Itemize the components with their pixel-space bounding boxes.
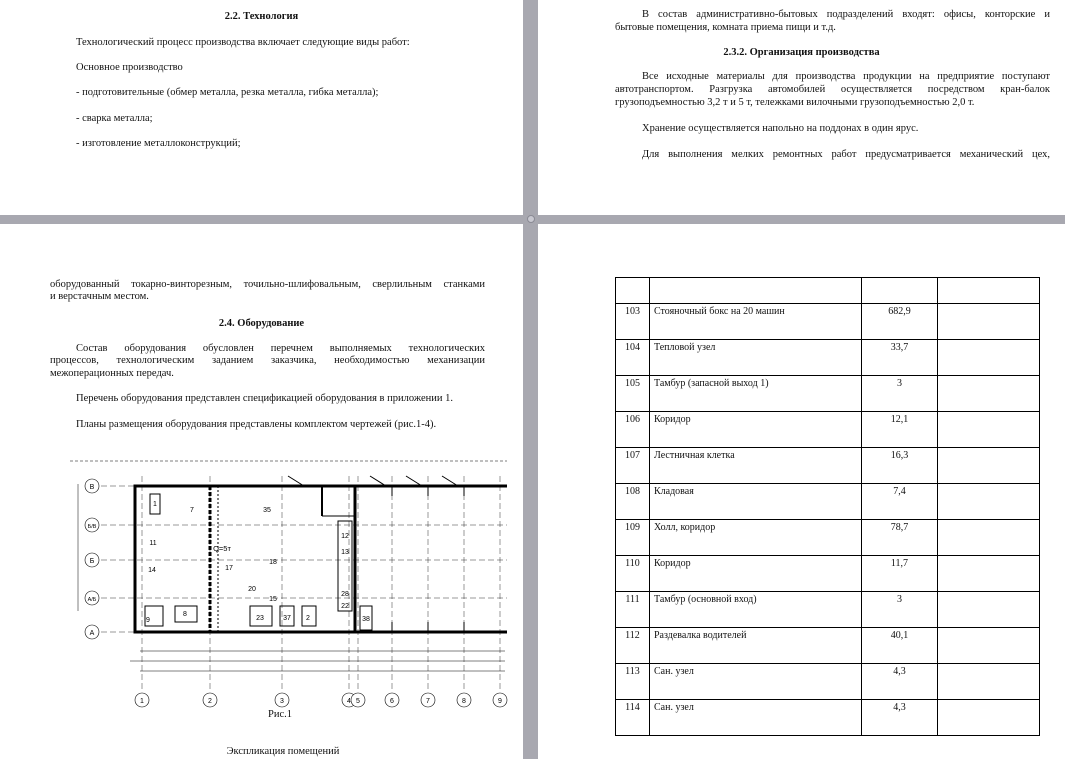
paragraph-line: бытовые помещения, комната приема пищи и т.д. xyxy=(615,22,836,33)
paragraph-line: и верстачным местом. xyxy=(50,291,149,302)
paragraph-line: межоперационных передач. xyxy=(50,368,174,379)
paragraph-line: грузоподъемностью 3,2 т и 5 т, тележками вилочными грузоподъемностью 2,0 т. xyxy=(615,97,975,108)
split-handle[interactable] xyxy=(527,215,535,223)
table-row: 110 Коридор 11,7 xyxy=(616,556,1040,592)
axis-number: 2 xyxy=(208,698,212,705)
section-heading: 2.2. Технология xyxy=(224,11,299,22)
paragraph-line: автотранспортом. Разгрузка автомобилей осуществляется посредством кран-балок xyxy=(615,84,1050,95)
room-label: 23 xyxy=(256,615,264,622)
room-label: 15 xyxy=(269,596,277,603)
table-row: 111 Тамбур (основной вход) 3 xyxy=(616,592,1040,628)
room-label: 28 xyxy=(341,591,349,598)
room-label: 9 xyxy=(146,617,150,624)
room-label: 7 xyxy=(190,507,194,514)
room-label: 13 xyxy=(341,549,349,556)
list-item: - изготовление металлоконструкций; xyxy=(76,138,241,149)
paragraph-line: процессов, технологическим заданием заказчика, необходимостью механизации xyxy=(50,355,485,366)
paragraph: Перечень оборудования представлен спецификацией оборудования в приложении 1. xyxy=(76,393,453,404)
rooms-table xyxy=(615,277,1040,736)
axis-number: 9 xyxy=(498,698,502,705)
room-label: 37 xyxy=(283,615,291,622)
room-label: 12 xyxy=(341,533,349,540)
table-row: 107 Лестничная клетка 16,3 xyxy=(616,448,1040,484)
paragraph-line: В состав административно-бытовых подразделений входят: офисы, конторские и xyxy=(642,9,1050,20)
figure-caption: Рис.1 xyxy=(268,709,292,720)
table-title: Экспликация помещений xyxy=(226,746,340,757)
room-label: 20 xyxy=(248,586,256,593)
axis-number: 7 xyxy=(426,698,430,705)
table-row: 104 Тепловой узел 33,7 xyxy=(616,340,1040,376)
axis-label: Б/В xyxy=(87,524,97,530)
paragraph: Технологический процесс производства включает следующие виды работ: xyxy=(76,37,410,48)
paragraph-line: Состав оборудования обусловлен перечнем выполняемых технологических xyxy=(76,343,485,354)
table-row: 114 Сан. узел 4,3 xyxy=(616,700,1040,736)
crane-label: Q=5т xyxy=(213,544,231,553)
page-1 xyxy=(0,0,523,215)
room-label: 18 xyxy=(269,559,277,566)
list-item: - сварка металла; xyxy=(76,113,153,124)
axis-number: 5 xyxy=(356,698,360,705)
axis-label: А xyxy=(89,630,95,637)
paragraph-line: Для выполнения мелких ремонтных работ предусматривается механический цех, xyxy=(642,149,1050,160)
axis-label: А/Б xyxy=(87,597,97,603)
axis-label: Б xyxy=(89,558,95,565)
paragraph-line: Все исходные материалы для производства продукции на предприятие поступают xyxy=(642,71,1050,82)
table-row: 106 Коридор 12,1 xyxy=(616,412,1040,448)
paragraph: Планы размещения оборудования представлены комплектом чертежей (рис.1-4). xyxy=(76,419,437,430)
table-row: 113 Сан. узел 4,3 xyxy=(616,664,1040,700)
paragraph-line: оборудованный токарно-винторезным, точильно-шлифовальным, сверлильным станками xyxy=(50,279,485,290)
table-row: 105 Тамбур (запасной выход 1) 3 xyxy=(616,376,1040,412)
room-label: 22 xyxy=(341,603,349,610)
table-row: 112 Раздевалка водителей 40,1 xyxy=(616,628,1040,664)
list-item: - подготовительные (обмер металла, резка металла, гибка металла); xyxy=(76,87,379,98)
axis-number: 1 xyxy=(140,698,144,705)
section-heading: 2.3.2. Организация производства xyxy=(723,47,880,58)
table-header-row xyxy=(616,278,1040,304)
page-4 xyxy=(538,224,1065,759)
subheading: Основное производство xyxy=(76,62,183,73)
page-3 xyxy=(0,224,523,759)
table-row: 103 Стояночный бокс на 20 машин 682,9 xyxy=(616,304,1040,340)
axis-number: 4 xyxy=(347,698,351,705)
room-label: 35 xyxy=(263,507,271,514)
room-label: 8 xyxy=(183,611,187,618)
room-label: 17 xyxy=(225,565,233,572)
table-row: 108 Кладовая 7,4 xyxy=(616,484,1040,520)
room-label: 14 xyxy=(148,567,156,574)
floor-plan-drawing xyxy=(70,456,510,710)
axis-number: 6 xyxy=(390,698,394,705)
section-heading: 2.4. Оборудование xyxy=(218,318,305,329)
room-label: 1 xyxy=(153,501,157,508)
page-2 xyxy=(538,0,1065,215)
axis-number: 8 xyxy=(462,698,466,705)
axis-number: 3 xyxy=(280,698,284,705)
axis-label: В xyxy=(89,484,95,491)
paragraph: Хранение осуществляется напольно на поддонах в один ярус. xyxy=(642,123,919,134)
room-label: 38 xyxy=(362,616,370,623)
room-label: 11 xyxy=(149,540,157,547)
room-label: 2 xyxy=(306,615,310,622)
table-row: 109 Холл, коридор 78,7 xyxy=(616,520,1040,556)
